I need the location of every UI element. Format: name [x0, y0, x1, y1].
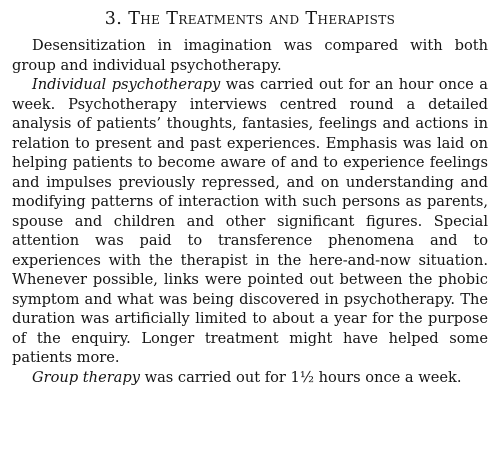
section-title: The Treatments and Therapists: [128, 9, 396, 29]
run-in-heading-group: Group therapy: [32, 368, 140, 386]
paragraph-individual-psychotherapy: [12, 75, 488, 368]
paragraph-individual-text: was carried out for an hour once a week. Psychotherapy interviews centred round a detailed analysis of patients’ thoughts, fantasies, feelings and actions in relation to present and past experiences. Emphasis was laid on helping patients to become aware of and to experience feelings and impulses previously repressed, and on understanding and modifying patterns of interaction with such persons as parents, spouse and children and other significant figures. Special attention was paid to transference phenomena and to experiences with the therapist in the here-and-now situation. Whenever possible, links were pointed out between the phobic symptom and what was being discovered in psychotherapy. The duration was artificially limited to about a year for the purpose of the enquiry. Longer treatment might have helped some patients more.: [12, 76, 488, 366]
run-in-heading-individual: Individual psychotherapy: [32, 76, 221, 93]
paragraph-group-therapy: [12, 368, 488, 388]
paragraph-intro-text: Desensitization in imagination was compared with both group and individual psychotherapy.: [12, 37, 488, 74]
paragraph-intro: [12, 36, 488, 75]
section-heading: [12, 8, 488, 30]
document-page: [12, 8, 488, 387]
paragraph-group-text: was carried out for 1½ hours once a week.: [139, 368, 462, 386]
section-number: 3.: [104, 9, 123, 29]
